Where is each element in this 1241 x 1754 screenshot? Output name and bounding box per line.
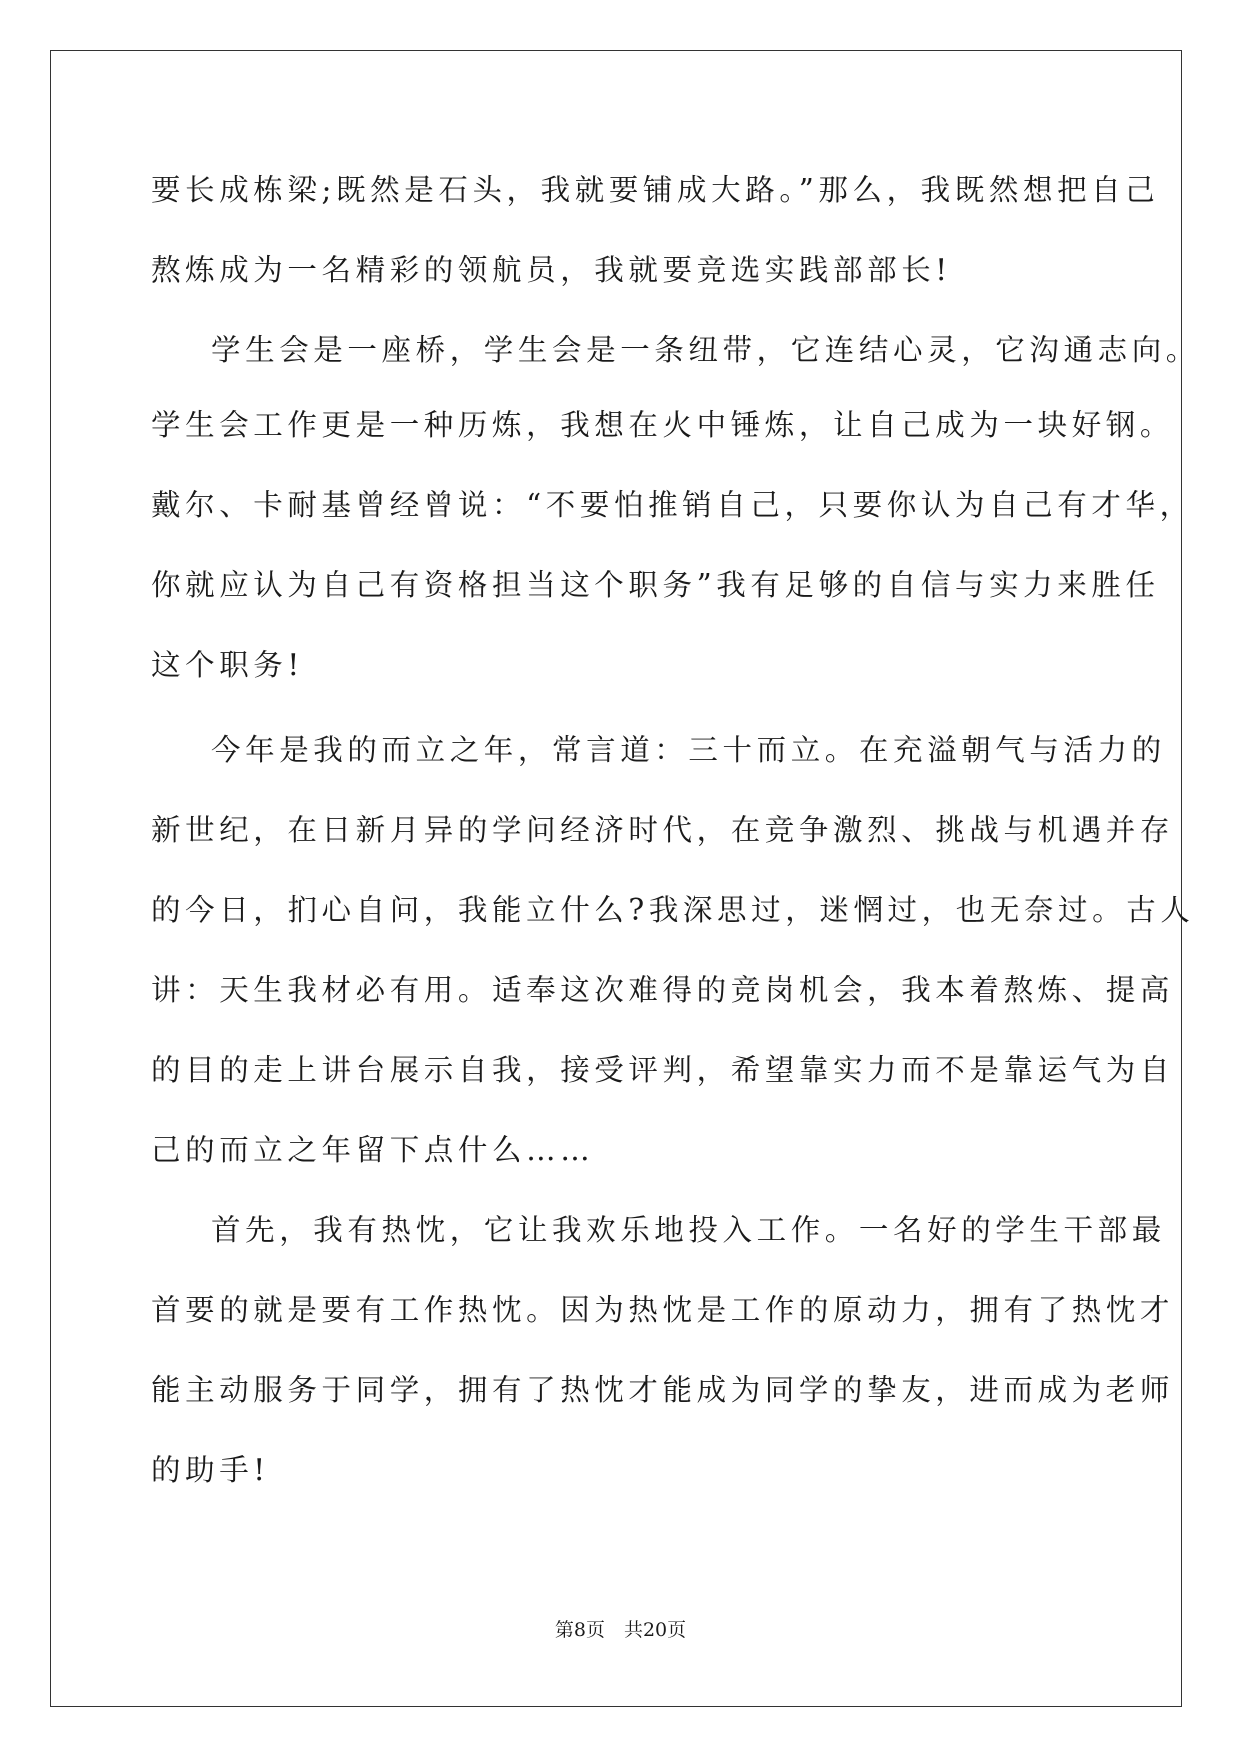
text-line: 己的而立之年留下点什么……	[151, 1133, 595, 1167]
text-line: 这个职务!	[151, 648, 304, 682]
paragraph-first-line: 首先，我有热忱，它让我欢乐地投入工作。一名好的学生干部最	[211, 1213, 1166, 1247]
text-line: 首要的就是要有工作热忱。因为热忱是工作的原动力，拥有了热忱才	[151, 1293, 1175, 1327]
text-line: 要长成栋梁;既然是石头，我就要铺成大路。”那么，我既然想把自己	[151, 173, 1160, 207]
text-line: 新世纪，在日新月异的学问经济时代，在竞争激烈、挑战与机遇并存	[151, 813, 1175, 847]
text-line: 学生会工作更是一种历炼，我想在火中锤炼，让自己成为一块好钢。	[151, 408, 1175, 442]
text-line: 你就应认为自己有资格担当这个职务”我有足够的自信与实力来胜任	[151, 568, 1160, 602]
text-line: 的今日，扪心自问，我能立什么?我深思过，迷惘过，也无奈过。古人	[151, 893, 1195, 927]
page-number-footer: 第8页 共20页	[554, 1619, 687, 1641]
text-line: 能主动服务于同学，拥有了热忱才能成为同学的挚友，进而成为老师	[151, 1373, 1175, 1407]
paragraph-first-line: 今年是我的而立之年，常言道：三十而立。在充溢朝气与活力的	[211, 733, 1166, 767]
paragraph-first-line: 学生会是一座桥，学生会是一条纽带，它连结心灵，它沟通志向。	[211, 333, 1200, 367]
text-line: 的助手!	[151, 1453, 270, 1487]
text-line: 熬炼成为一名精彩的领航员，我就要竞选实践部部长!	[151, 253, 952, 287]
text-line: 戴尔、卡耐基曾经曾说：“不要怕推销自己，只要你认为自己有才华，	[151, 488, 1194, 522]
text-line: 的目的走上讲台展示自我，接受评判，希望靠实力而不是靠运气为自	[151, 1053, 1175, 1087]
text-line: 讲：天生我材必有用。适奉这次难得的竞岗机会，我本着熬炼、提高	[151, 973, 1175, 1007]
